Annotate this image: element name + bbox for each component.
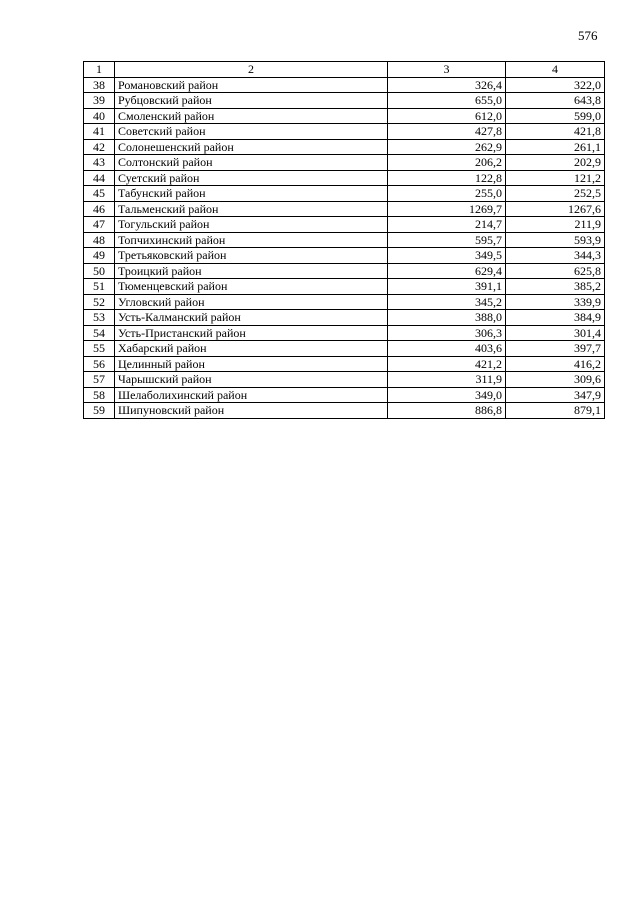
district-name-cell: Третьяковский район xyxy=(115,248,388,264)
column-3-value-cell: 326,4 xyxy=(388,77,506,93)
district-name-cell: Романовский район xyxy=(115,77,388,93)
table-row xyxy=(84,93,605,109)
table-row xyxy=(84,124,605,140)
row-number-cell: 45 xyxy=(84,186,115,202)
table-row xyxy=(84,310,605,326)
column-3-value-cell: 255,0 xyxy=(388,186,506,202)
column-3-value-cell: 206,2 xyxy=(388,155,506,171)
district-name-cell: Угловский район xyxy=(115,294,388,310)
column-header-1: 1 xyxy=(84,62,115,78)
column-4-value-cell: 211,9 xyxy=(506,217,605,233)
table-row xyxy=(84,387,605,403)
column-3-value-cell: 306,3 xyxy=(388,325,506,341)
district-name-cell: Табунский район xyxy=(115,186,388,202)
data-table xyxy=(83,61,605,419)
column-3-value-cell: 345,2 xyxy=(388,294,506,310)
row-number-cell: 49 xyxy=(84,248,115,264)
column-3-value-cell: 403,6 xyxy=(388,341,506,357)
column-4-value-cell: 322,0 xyxy=(506,77,605,93)
column-3-value-cell: 391,1 xyxy=(388,279,506,295)
row-number-cell: 42 xyxy=(84,139,115,155)
column-4-value-cell: 301,4 xyxy=(506,325,605,341)
table-row xyxy=(84,77,605,93)
column-4-value-cell: 121,2 xyxy=(506,170,605,186)
column-4-value-cell: 879,1 xyxy=(506,403,605,419)
row-number-cell: 39 xyxy=(84,93,115,109)
row-number-cell: 38 xyxy=(84,77,115,93)
column-3-value-cell: 349,5 xyxy=(388,248,506,264)
column-4-value-cell: 261,1 xyxy=(506,139,605,155)
table-row xyxy=(84,108,605,124)
table-body xyxy=(84,77,605,418)
column-header-4: 4 xyxy=(506,62,605,78)
column-4-value-cell: 339,9 xyxy=(506,294,605,310)
table-row xyxy=(84,139,605,155)
column-3-value-cell: 427,8 xyxy=(388,124,506,140)
district-name-cell: Чарышский район xyxy=(115,372,388,388)
row-number-cell: 43 xyxy=(84,155,115,171)
column-4-value-cell: 344,3 xyxy=(506,248,605,264)
row-number-cell: 40 xyxy=(84,108,115,124)
table-row xyxy=(84,341,605,357)
district-name-cell: Тальменский район xyxy=(115,201,388,217)
column-3-value-cell: 311,9 xyxy=(388,372,506,388)
district-name-cell: Тюменцевский район xyxy=(115,279,388,295)
column-3-value-cell: 612,0 xyxy=(388,108,506,124)
row-number-cell: 46 xyxy=(84,201,115,217)
column-4-value-cell: 416,2 xyxy=(506,356,605,372)
row-number-cell: 55 xyxy=(84,341,115,357)
district-name-cell: Солтонский район xyxy=(115,155,388,171)
table-row xyxy=(84,279,605,295)
column-3-value-cell: 214,7 xyxy=(388,217,506,233)
district-name-cell: Шипуновский район xyxy=(115,403,388,419)
column-3-value-cell: 1269,7 xyxy=(388,201,506,217)
row-number-cell: 41 xyxy=(84,124,115,140)
table-row xyxy=(84,217,605,233)
column-4-value-cell: 593,9 xyxy=(506,232,605,248)
district-name-cell: Хабарский район xyxy=(115,341,388,357)
column-4-value-cell: 309,6 xyxy=(506,372,605,388)
row-number-cell: 51 xyxy=(84,279,115,295)
district-name-cell: Смоленский район xyxy=(115,108,388,124)
row-number-cell: 59 xyxy=(84,403,115,419)
table-row xyxy=(84,186,605,202)
column-4-value-cell: 643,8 xyxy=(506,93,605,109)
row-number-cell: 58 xyxy=(84,387,115,403)
column-3-value-cell: 655,0 xyxy=(388,93,506,109)
column-3-value-cell: 122,8 xyxy=(388,170,506,186)
row-number-cell: 50 xyxy=(84,263,115,279)
district-name-cell: Солонешенский район xyxy=(115,139,388,155)
column-4-value-cell: 1267,6 xyxy=(506,201,605,217)
column-header-2: 2 xyxy=(115,62,388,78)
column-4-value-cell: 599,0 xyxy=(506,108,605,124)
column-3-value-cell: 629,4 xyxy=(388,263,506,279)
district-name-cell: Суетский район xyxy=(115,170,388,186)
column-4-value-cell: 384,9 xyxy=(506,310,605,326)
table-row xyxy=(84,403,605,419)
district-name-cell: Советский район xyxy=(115,124,388,140)
table-row xyxy=(84,248,605,264)
row-number-cell: 57 xyxy=(84,372,115,388)
district-name-cell: Шелаболихинский район xyxy=(115,387,388,403)
district-name-cell: Рубцовский район xyxy=(115,93,388,109)
column-header-3: 3 xyxy=(388,62,506,78)
table-row xyxy=(84,263,605,279)
column-3-value-cell: 388,0 xyxy=(388,310,506,326)
column-4-value-cell: 202,9 xyxy=(506,155,605,171)
column-4-value-cell: 397,7 xyxy=(506,341,605,357)
column-3-value-cell: 886,8 xyxy=(388,403,506,419)
column-3-value-cell: 262,9 xyxy=(388,139,506,155)
table-row xyxy=(84,170,605,186)
page-number: 576 xyxy=(578,28,598,43)
district-name-cell: Усть-Калманский район xyxy=(115,310,388,326)
table-row xyxy=(84,356,605,372)
column-4-value-cell: 625,8 xyxy=(506,263,605,279)
table-header-row xyxy=(84,62,605,78)
table-row xyxy=(84,372,605,388)
row-number-cell: 56 xyxy=(84,356,115,372)
row-number-cell: 48 xyxy=(84,232,115,248)
table-row xyxy=(84,325,605,341)
column-3-value-cell: 421,2 xyxy=(388,356,506,372)
column-3-value-cell: 595,7 xyxy=(388,232,506,248)
table-row xyxy=(84,201,605,217)
row-number-cell: 53 xyxy=(84,310,115,326)
table-row xyxy=(84,232,605,248)
row-number-cell: 44 xyxy=(84,170,115,186)
district-name-cell: Тогульский район xyxy=(115,217,388,233)
row-number-cell: 54 xyxy=(84,325,115,341)
table-row xyxy=(84,155,605,171)
district-name-cell: Усть-Пристанский район xyxy=(115,325,388,341)
district-name-cell: Целинный район xyxy=(115,356,388,372)
row-number-cell: 52 xyxy=(84,294,115,310)
district-name-cell: Троицкий район xyxy=(115,263,388,279)
column-4-value-cell: 252,5 xyxy=(506,186,605,202)
column-4-value-cell: 385,2 xyxy=(506,279,605,295)
column-3-value-cell: 349,0 xyxy=(388,387,506,403)
row-number-cell: 47 xyxy=(84,217,115,233)
table-row xyxy=(84,294,605,310)
district-name-cell: Топчихинский район xyxy=(115,232,388,248)
column-4-value-cell: 421,8 xyxy=(506,124,605,140)
column-4-value-cell: 347,9 xyxy=(506,387,605,403)
